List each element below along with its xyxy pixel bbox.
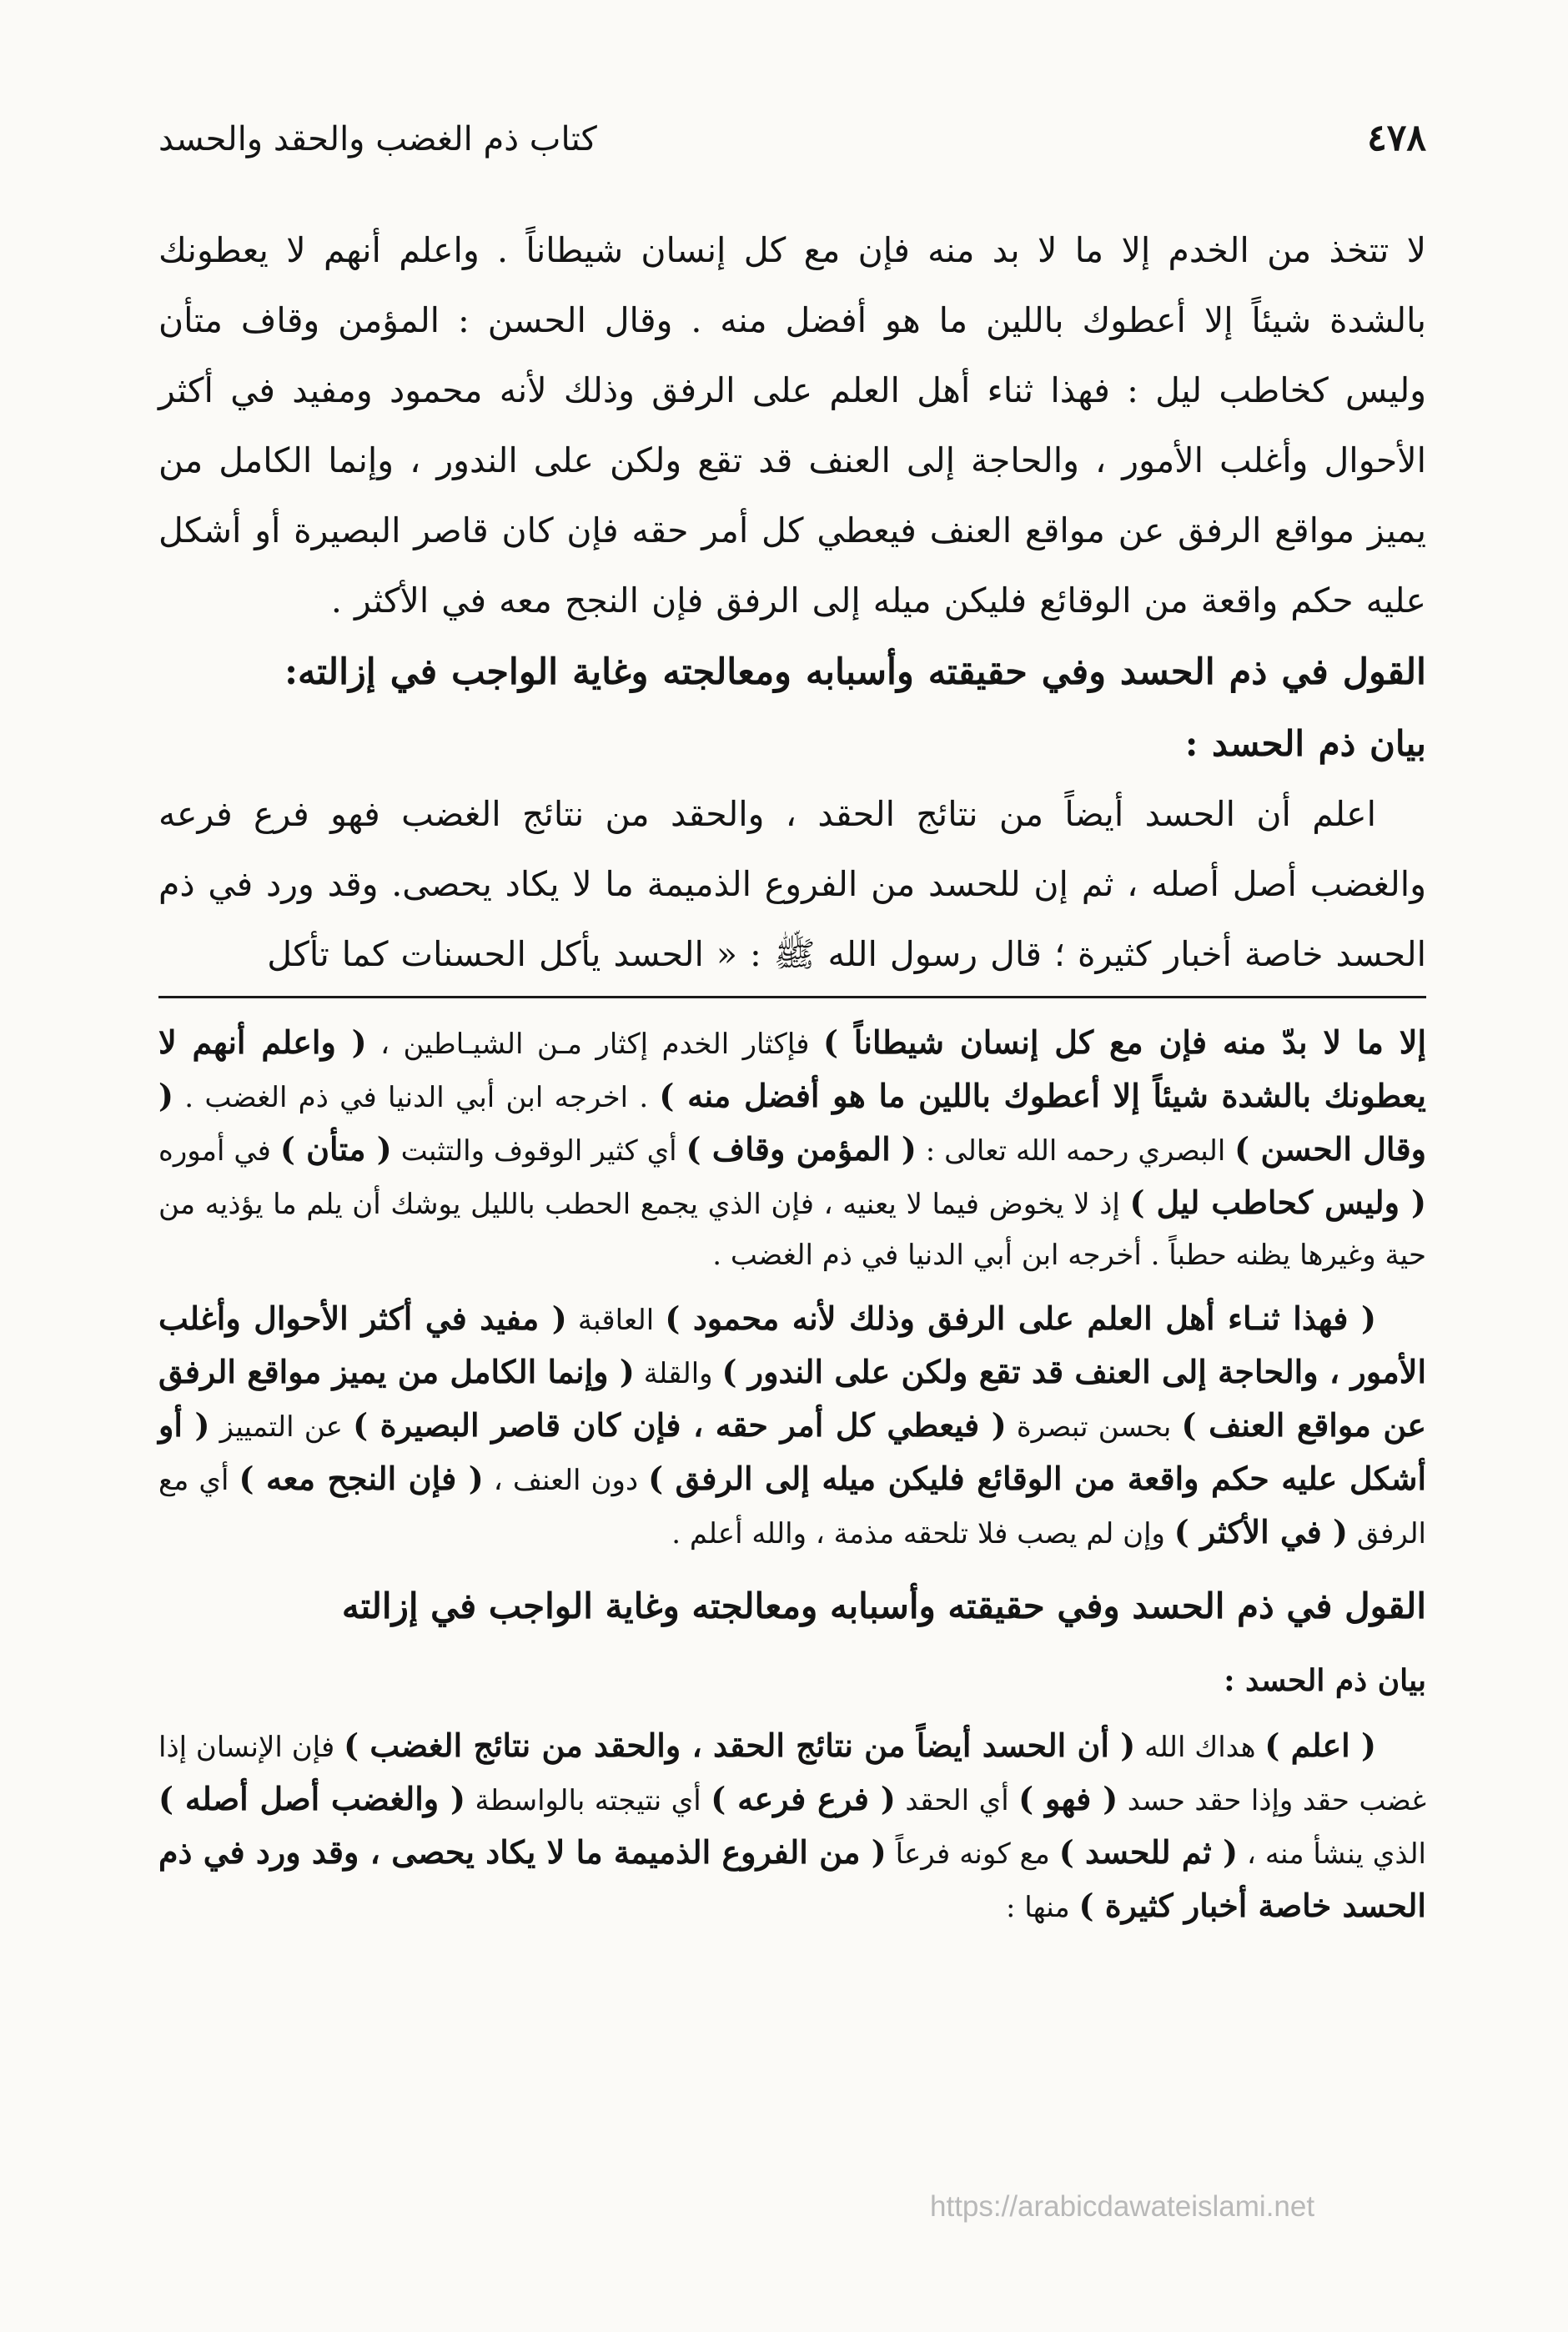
commentary-gloss: دون العنف ، — [483, 1464, 649, 1497]
watermark-url: https://arabicdawateislami.net — [930, 2190, 1315, 2223]
commentary-quote: إلا ما لا بدّ منه فإن مع كل إنسان شيطاناً ) — [822, 1023, 1427, 1061]
commentary-paragraph-1 — [158, 1017, 1426, 1281]
commentary-paragraph-3 — [158, 1720, 1426, 1933]
commentary-gloss: أي نتيجته بالواسطة — [465, 1784, 711, 1817]
commentary-gloss: إذ لا يخوض فيما لا يعنيه ، فإن الذي يجمع الحطب بالليل يوشك أن يلم ما يؤذيه من حية وغيرها يظنه حطباً . أخرجه ابن أبي الدنيا في ذم الغضب . — [158, 1188, 1426, 1272]
commentary-gloss: البصري رحمه الله تعالى : — [916, 1134, 1235, 1168]
commentary-gloss: أي الحقد — [895, 1784, 1019, 1817]
commentary-quote: ( متأن ) — [279, 1130, 392, 1168]
section-subheading: بيان ذم الحسد : — [1184, 723, 1426, 764]
commentary-quote: ( وقال الحسن ) — [158, 1077, 1426, 1168]
commentary-gloss: مع كونه فرعاً — [886, 1837, 1059, 1871]
commentary-quote: ( ثم للحسد ) — [1058, 1833, 1239, 1871]
main-text — [158, 215, 1426, 989]
main-paragraph-1: لا تتخذ من الخدم إلا ما لا بد منه فإن مع كل إنسان شيطاناً . واعلم أنهم لا يعطونك بالشدة شيئاً إلا أعطوك باللين ما هو أفضل منه . وقال الحسن : المؤمن وقاف متأن وليس كخاطب ليل : فهذا ثناء أهل العلم على الرفق وذلك لأنه محمود ومفيد في أكثر الأحوال وأغلب الأمور ، والحاجة إلى العنف قد تقع ولكن على الندور ، وإنما الكامل من يميز مواقع الرفق عن مواقع العنف فيعطي كل أمر حقه فإن كان قاصر البصيرة أو أشكل عليه حكم واقعة من الوقائع فليكن ميله إلى الرفق فإن النجح معه في الأكثر . — [158, 230, 1426, 621]
commentary-gloss: بحسن تبصرة — [1006, 1410, 1182, 1444]
commentary-heading: القول في ذم الحسد وفي حقيقته وأسبابه ومعالجته وغاية الواجب في إزالته — [341, 1586, 1426, 1626]
commentary-quote: ( والغضب أصل أصله ) — [158, 1780, 466, 1817]
commentary-quote: ( المؤمن وقاف ) — [686, 1130, 917, 1168]
commentary-quote: ( في الأكثر ) — [1173, 1513, 1349, 1550]
commentary-quote: ( واعلم أنهم لا يعطونك بالشدة شيئاً إلا أعطوك باللين ما هو أفضل منه ) — [158, 1023, 1426, 1114]
commentary-gloss: أي مع الرفق — [158, 1464, 1426, 1550]
commentary-gloss: والقلة — [634, 1357, 722, 1390]
commentary-subheading: بيان ذم الحسد : — [1224, 1663, 1426, 1698]
commentary-gloss: فإن الإنسان إذا غضب حقد وإذا حقد حسد — [158, 1731, 1427, 1817]
running-header — [158, 117, 1426, 175]
section-heading: القول في ذم الحسد وفي حقيقته وأسبابه ومعالجته وغاية الواجب في إزالته: — [284, 651, 1426, 693]
commentary-quote: ( فإن النجح معه ) — [239, 1460, 484, 1497]
page-number: ٤٧٨ — [1367, 117, 1426, 159]
running-title: كتاب ذم الغضب والحقد والحسد — [158, 120, 597, 158]
commentary — [158, 1017, 1426, 1933]
commentary-gloss: العاقبة — [566, 1304, 666, 1337]
commentary-gloss: عن التمييز — [209, 1410, 354, 1444]
commentary-quote: ( فيعطي كل أمر حقه ، فإن كان قاصر البصيرة ) — [353, 1406, 1007, 1444]
book-page — [158, 117, 1426, 2269]
commentary-quote: ( وليس كحاطب ليل ) — [1129, 1184, 1426, 1221]
commentary-quote: ( فهو ) — [1018, 1780, 1118, 1817]
commentary-quote: ( من الفروع الذميمة ما لا يكاد يحصى ، وقد ورد في ذم الحسد خاصة أخبار كثيرة ) — [158, 1833, 1426, 1924]
main-paragraph-2: اعلم أن الحسد أيضاً من نتائج الحقد ، والحقد من نتائج الغضب فهو فرع فرعه والغضب أصل أصله ، ثم إن للحسد من الفروع الذميمة ما لا يكاد يحصى. وقد ورد في ذم الحسد خاصة أخبار كثيرة ؛ قال رسول الله ﷺ : « الحسد يأكل الحسنات كما تأكل — [158, 794, 1426, 974]
commentary-gloss: الذي ينشأ منه ، — [1238, 1837, 1427, 1871]
commentary-quote: ( اعلم ) — [1264, 1726, 1377, 1764]
commentary-quote: ( فهذا ثنـاء أهل العلم على الرفق وذلك لأنه محمود ) — [665, 1299, 1376, 1337]
commentary-quote: ( أن الحسد أيضاً من نتائج الحقد ، والحقد من نتائج الغضب ) — [344, 1726, 1136, 1764]
commentary-quote: ( فرع فرعه ) — [711, 1780, 896, 1817]
commentary-gloss: أي كثير الوقوف والتثبت — [391, 1134, 686, 1168]
commentary-gloss: هداك الله — [1135, 1731, 1265, 1764]
commentary-paragraph-2 — [158, 1293, 1426, 1560]
commentary-gloss: وإن لم يصب فلا تلحقه مذمة ، والله أعلم . — [671, 1517, 1174, 1550]
footnote-divider — [158, 996, 1426, 998]
commentary-quote: ( أو أشكل عليه حكم واقعة من الوقائع فليكن ميله إلى الرفق ) — [158, 1406, 1426, 1497]
commentary-gloss: في أموره — [158, 1134, 280, 1168]
commentary-gloss: فإكثار الخدم إكثار مـن الشيـاطين ، — [366, 1028, 823, 1061]
commentary-quote: ( وإنما الكامل من يميز مواقع الرفق عن مواقع العنف ) — [158, 1353, 1427, 1444]
commentary-quote: ( مفيد في أكثر الأحوال وأغلب الأمور ، والحاجة إلى العنف قد تقع ولكن على الندور ) — [158, 1299, 1426, 1390]
commentary-gloss: منها : — [1005, 1891, 1079, 1924]
commentary-gloss: . اخرجه ابن أبي الدنيا في ذم الغضب . — [173, 1081, 660, 1114]
